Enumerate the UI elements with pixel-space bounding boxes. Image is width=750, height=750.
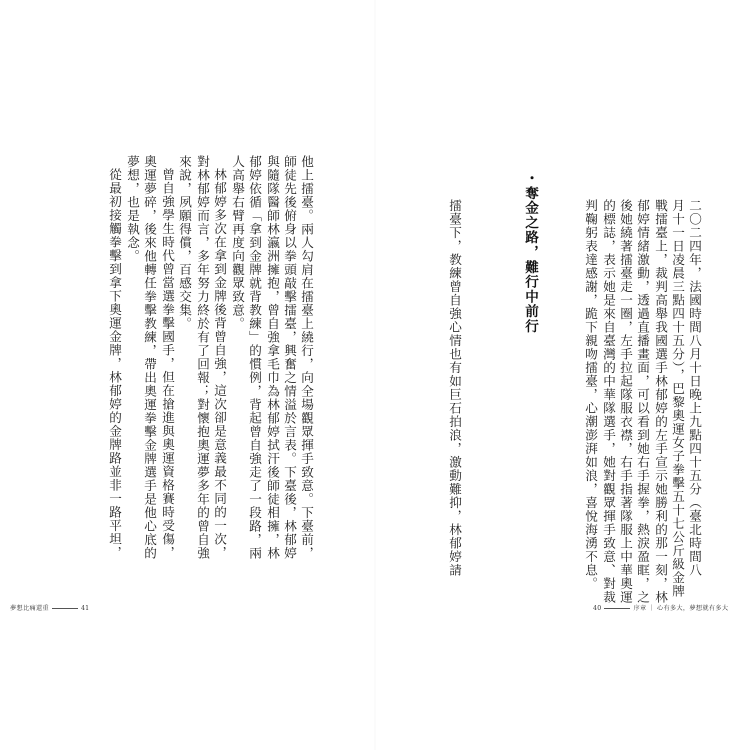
text-column: 二〇二四年，法國時間八月十日晚上九點四十五分（臺北時間八 bbox=[687, 199, 702, 577]
footer-rule bbox=[604, 608, 630, 609]
text-column: 從最初接觸拳擊到拿下奧運金牌，林郁婷的金牌路並非一路平坦， bbox=[107, 168, 122, 560]
page-number: 41 bbox=[80, 605, 90, 612]
text-column: 擂臺下，教練曾自強心情也有如巨石拍浪，激動難抑，林郁婷請 bbox=[447, 199, 462, 577]
text-column: 判鞠躬表達感謝，跪下親吻擂臺，心潮澎湃如浪，喜悅海湧不息。 bbox=[583, 199, 598, 591]
text-column: 郁婷情緒激動，透過直播畫面，可以看到她右手握拳，熱淚盈眶，之 bbox=[635, 199, 650, 604]
text-column: 來說，夙願得償，百感交集。 bbox=[177, 155, 192, 331]
text-column: 他上擂臺。兩人勾肩在擂臺上繞行，向全場觀眾揮手致意。下臺前， bbox=[299, 155, 314, 560]
text-column: 月十一日凌晨三點四十五分），巴黎奧運女子拳擊五十七公斤級金牌 bbox=[670, 199, 685, 598]
text-column: 林郁婷多次在拿到金牌後背曾自強，這次卻是意義最不同的一次， bbox=[212, 168, 227, 560]
text-column: 後她繞著擂臺走一圈，左手拉起隊服衣襟，右手指著隊服上中華奧運 bbox=[618, 199, 633, 604]
text-column: 的標誌，表示她是來自臺灣的中華隊選手，她對觀眾揮手致意、對裁 bbox=[601, 199, 616, 604]
page-footer bbox=[10, 605, 89, 613]
text-column: 與隨隊醫師林瀛洲擁抱，曾自強拿毛巾為林郁婷拭汗後師徒相擁，林 bbox=[265, 155, 280, 560]
text-column: 曾自強學生時代曾當選拳擊國手，但在搶進與奧運資格賽時受傷， bbox=[160, 168, 175, 560]
chapter-title: 心有多大，夢想就有多大 bbox=[656, 605, 729, 612]
text-column: 對林郁婷而言，多年努力終於有了回報；對懷抱奧運夢多年的曾自強 bbox=[195, 155, 210, 560]
text-column: 師徒先後俯身以拳頭敲擊擂臺，興奮之情溢於言表。下臺後，林郁婷 bbox=[282, 155, 297, 560]
right-page bbox=[375, 0, 750, 750]
footer-separator: ｜ bbox=[648, 605, 655, 612]
book-title: 夢想比痛還重 bbox=[10, 605, 49, 612]
text-column: 戰擂臺上，裁判高舉我國選手林郁婷的左手宣示她勝利的那一刻，林 bbox=[653, 199, 668, 604]
text-column: 人高舉右臂再度向觀眾致意。 bbox=[230, 155, 245, 331]
page-number: 40 bbox=[593, 605, 602, 612]
text-column: 郁婷依循「拿到金牌就背教練」的慣例，背起曾自強走了一段路，兩 bbox=[247, 155, 262, 560]
footer-rule bbox=[52, 608, 78, 609]
chapter-label: 序章 bbox=[633, 605, 647, 612]
page-footer bbox=[593, 605, 728, 613]
section-heading: ・奪金之路，難行中前行 bbox=[522, 171, 538, 334]
text-column: 奧運夢碎，後來他轉任拳擊教練，帶出奧運拳擊金牌選手是他心底的 bbox=[142, 155, 157, 560]
text-column: 夢想，也是執念。 bbox=[125, 155, 140, 263]
